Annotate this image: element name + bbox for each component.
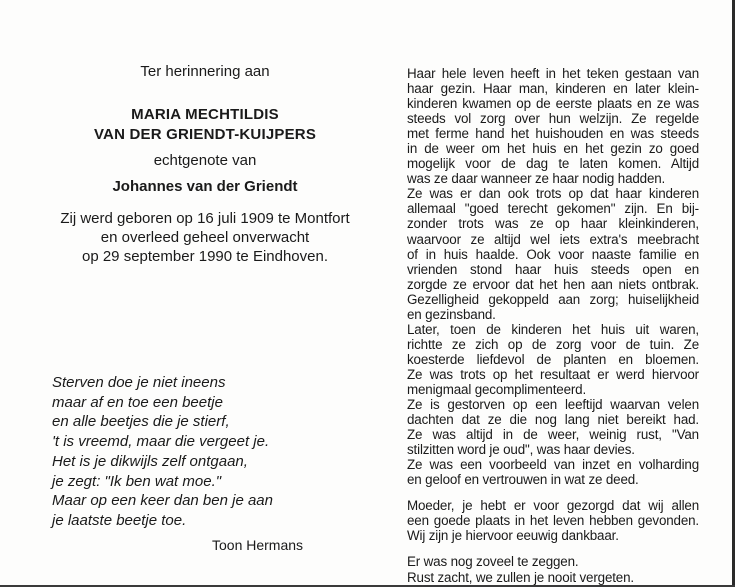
paragraph-life [407,66,699,487]
deceased-name-line1: MARIA MECHTILDIS [131,106,279,123]
text-line: Er was nog zoveel te zeggen. [407,554,579,570]
intro-text: Ter herinnering aan [140,63,270,80]
text-line: Ze was trots op het resultaat er werd hiervoor [407,366,699,382]
text-line: dachten dat ze die nog lang niet bereikt had. [407,412,699,428]
text-line: Ze was er dan ook trots op dat haar kinderen [407,186,699,202]
deceased-name-line2: VAN DER GRIENDT-KUIJPERS [93,126,317,143]
poem-line: Sterven doe je niet ineens [52,374,226,391]
text-line: Ze is gestorven op een leeftijd waarvan velen [407,397,699,413]
text-line: of in huis haalde. Ook voor naaste familie en [407,246,699,262]
text-line: koesterde liefdevol de planten en bloemen. [407,351,699,367]
poem-line: Maar op een keer dan ben je aan [52,492,273,510]
text-line: zorgde ze ervoor dat het hen aan niets ontbrak. [407,276,699,292]
text-line: menigmaal gecomplimenteerd. [407,381,587,397]
text-line: waarvoor ze altijd wel iets extra's meebracht [407,231,699,247]
poem [52,373,352,531]
text-line: Wij zijn je hiervoor eeuwig dankbaar. [407,528,619,544]
spouse-label: echtgenote van [153,152,257,169]
text-line: kinderen kwamen op de eerste plaats en ze was [407,96,699,112]
text-line: Gezelligheid gekoppeld aan zorg; huiselijkheid [407,291,699,307]
text-line: richtte ze zich op de zorg voor de tuin. Ze [407,336,699,352]
text-line: vrienden stond haar huis steeds open en [407,261,699,277]
text-line: steeds vol zorg over hun welzijn. Ze regelde [407,111,699,127]
text-line: haar gezin. Haar man, kinderen en later klein- [407,81,699,97]
text-line: Later, toen de kinderen het huis uit waren, [407,321,699,337]
poem-author: Toon Hermans [212,537,304,553]
paragraph-gap [407,543,699,554]
text-line: en geloof en vertrouwen in wat ze deed. [407,472,639,488]
text-line: een goede plaats in het leven hebben gevonden. [407,513,699,529]
text-line: Rust zacht, we zullen je nooit vergeten. [407,569,634,585]
text-line: Haar hele leven heeft in het teken gestaan van [407,66,699,81]
text-line: Moeder, je hebt er voor gezorgd dat wij allen [407,498,699,514]
text-line: zonder trots was ze op haar kleinkinderen, [407,216,699,232]
right-panel [407,66,699,585]
poem-line: je zegt: "Ik ben wat moe." [52,472,222,490]
poem-line: en alle beetjes die je stierf, [52,413,230,431]
birth-line: Zij werd geboren op 16 juli 1909 te Montfort [60,210,350,227]
poem-line: Het is je dikwijls zelf ontgaan, [52,452,248,470]
poem-line: 't is vreemd, maar die vergeet je. [52,433,270,451]
text-line: allemaal "goed terecht gekomen" zijn. En bij- [407,201,699,217]
paragraph-thanks [407,498,699,543]
text-line: was ze daar wanneer ze haar nodig hadden. [407,171,666,187]
paragraph-farewell [407,554,699,584]
death-line-2: op 29 september 1990 te Eindhoven. [81,248,328,265]
text-line: mogelijk voor de dag te laten komen. Altijd [407,156,699,172]
text-line: met ferme hand het huishouden en was steeds [407,126,699,142]
spouse-name: Johannes van der Griendt [112,178,298,195]
text-line: en gezinsband. [407,306,496,322]
text-line: in de weer om het huis en het gezin zo goed [407,141,699,157]
text-line: Ze was een voorbeeld van inzet en volharding [407,457,699,473]
paragraph-gap [407,487,699,498]
text-line: stilzitten word je oud", was haar devies. [407,442,635,458]
poem-line: maar af en toe een beetje [52,393,223,411]
death-line-1: en overleed geheel onverwacht [100,229,310,246]
text-line: Ze was altijd in de weer, weinig rust, "Van [407,427,699,443]
poem-line: je laatste beetje toe. [52,511,187,529]
